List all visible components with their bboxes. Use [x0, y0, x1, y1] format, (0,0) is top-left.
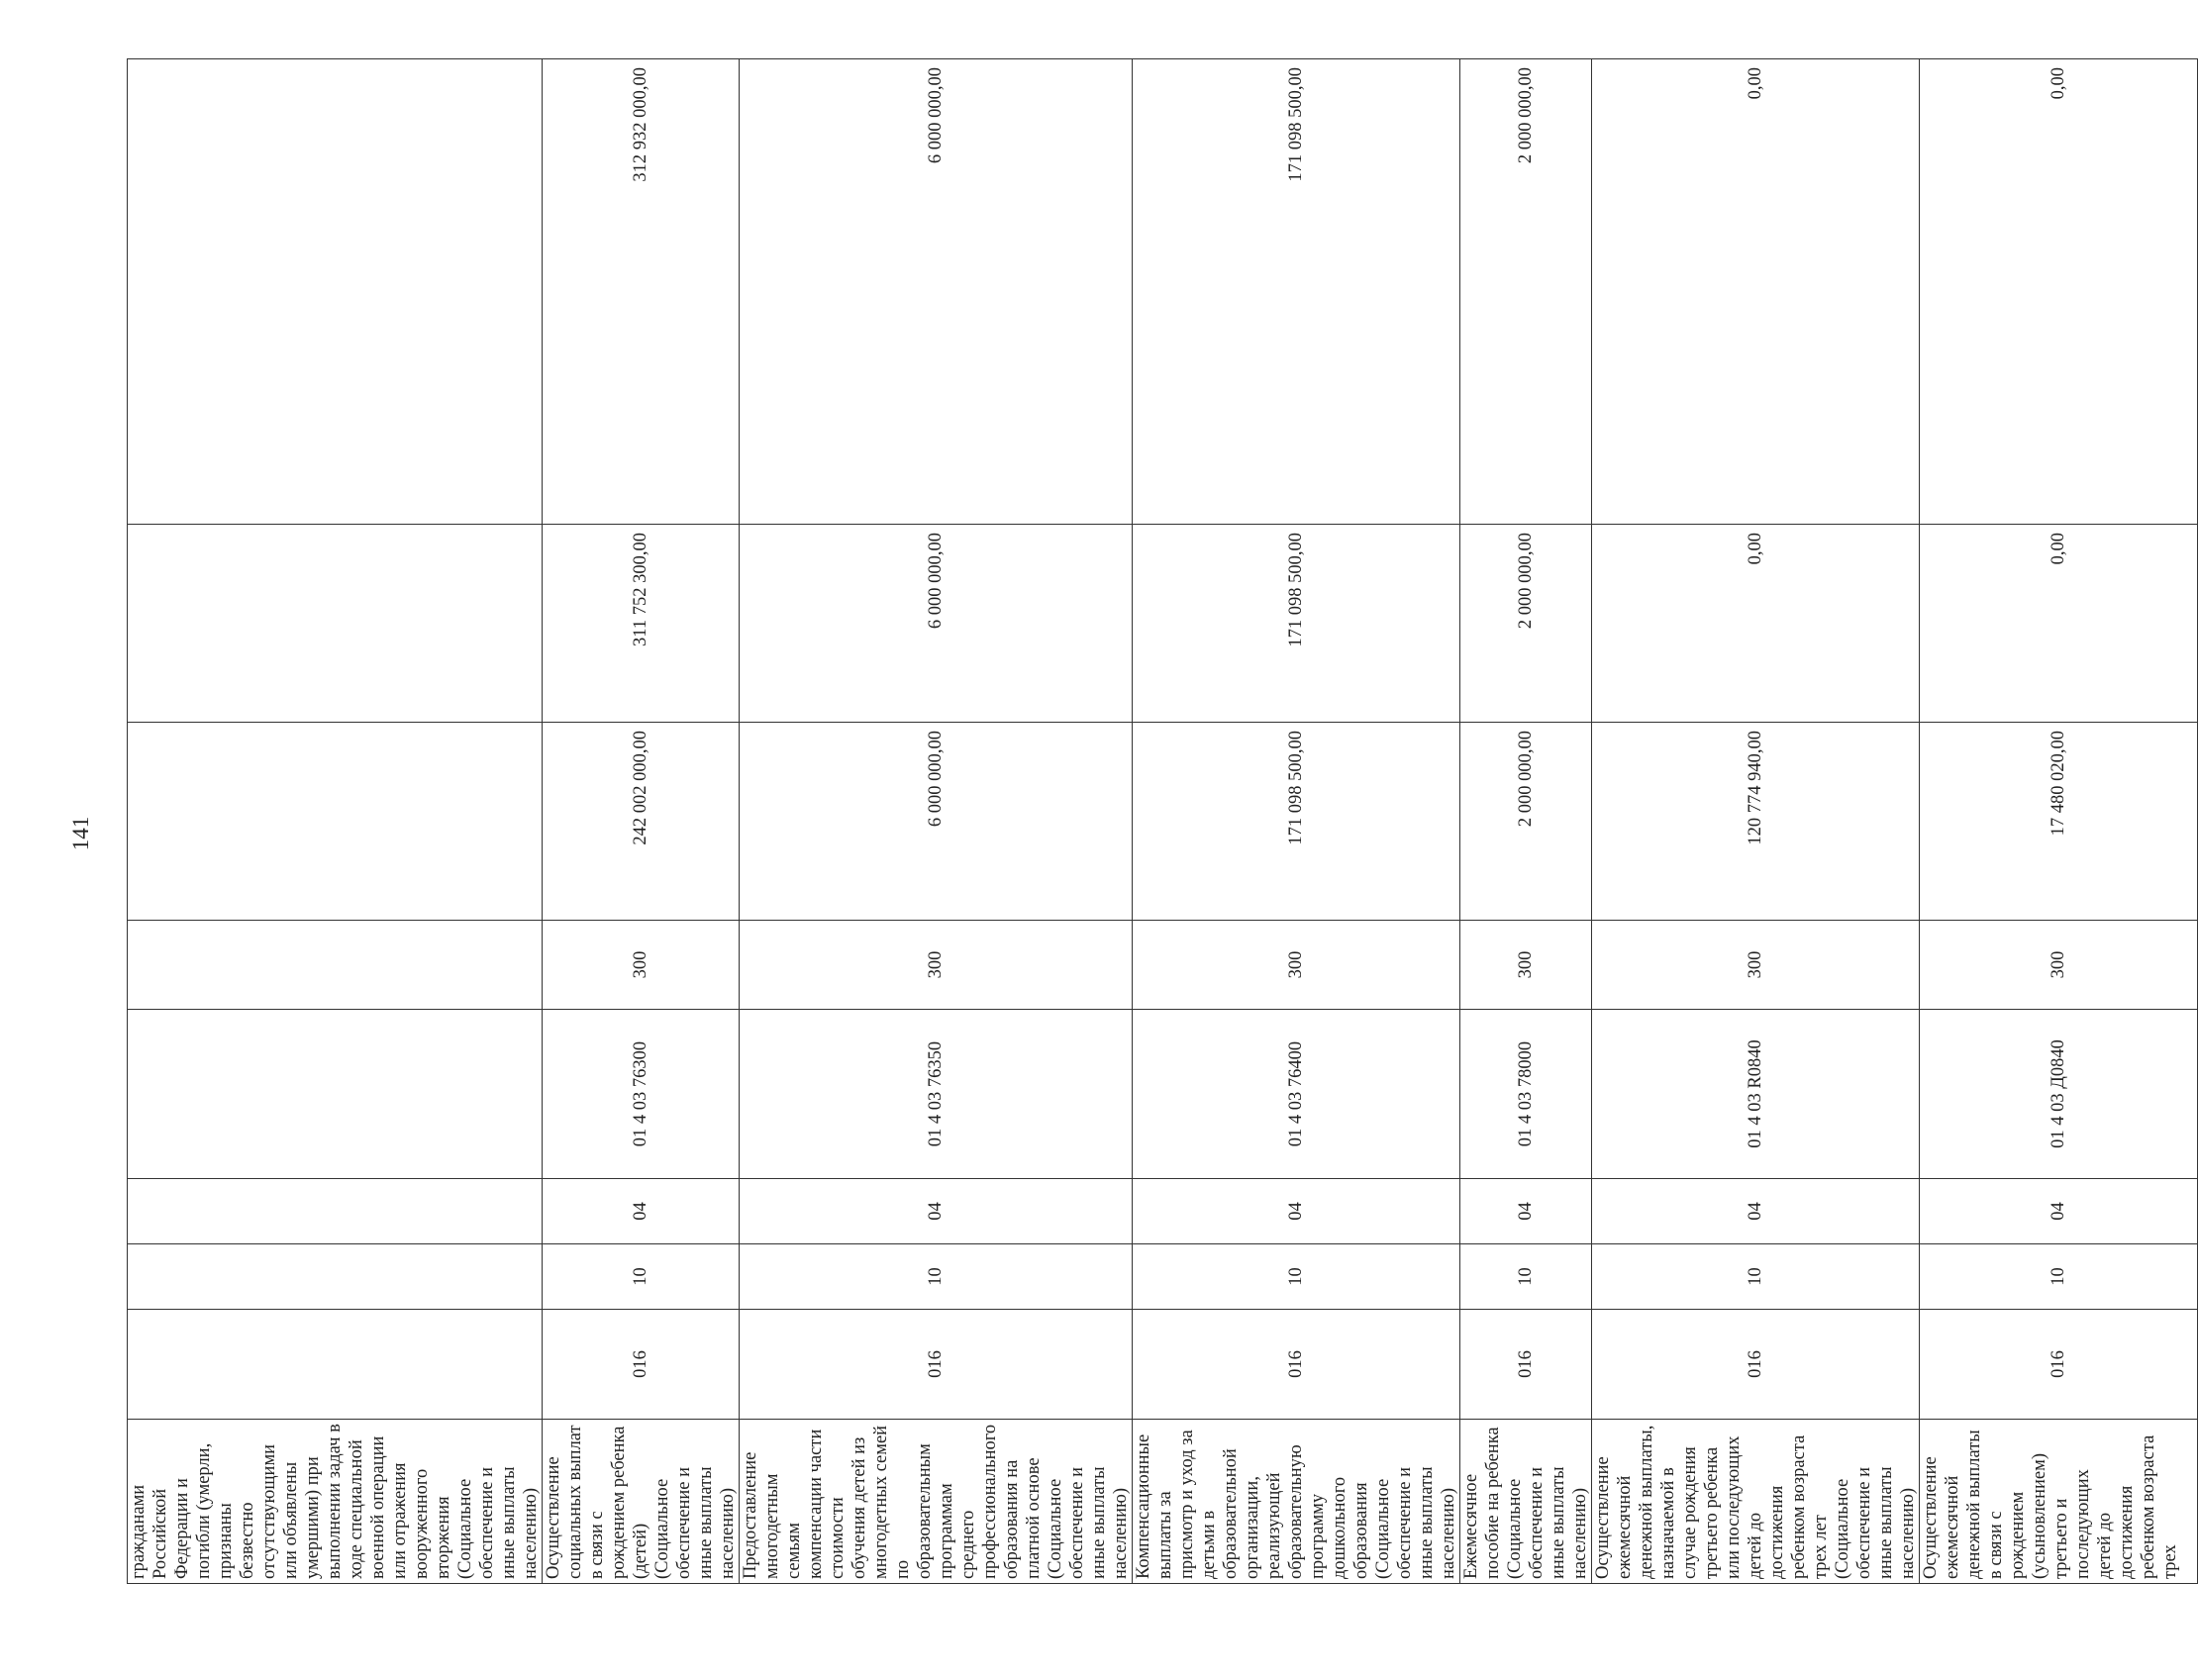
amount-year-2: 0,00 — [1592, 525, 1920, 723]
amount-year-3: 312 932 000,00 — [543, 59, 740, 525]
target-article-code: 01 4 03 76350 — [740, 1010, 1133, 1179]
expense-name: Осуществление социальных выплат в связи с рождением ребенка (детей) (Социальное обеспечение и иные выплаты населению) — [543, 1420, 740, 1584]
expense-name: гражданами Российской Федерации и погибли (умерли, признаны безвестно отсутствующими или объявлены умершими) при выполнении задач в ходе специальной военной операции или отражения вооруженного вторжения (Социальное обеспечение и иные выплаты населению) — [128, 1420, 543, 1584]
section-code: 10 — [740, 1244, 1133, 1310]
expense-name: Осуществление ежемесячной денежной выплаты, назначаемой в случае рождения третьего ребенка или последующих детей до достижения ребенком возраста трех лет (Социальное обеспечение и иные выплаты населению) — [1592, 1420, 1920, 1584]
expense-type-code: 300 — [1460, 921, 1592, 1010]
expense-type-code — [128, 921, 543, 1010]
amount-year-1: 242 002 000,00 — [543, 723, 740, 921]
amount-year-3: 2 000 000,00 — [1460, 59, 1592, 525]
expense-type-code: 300 — [740, 921, 1133, 1010]
amount-year-3: 0,00 — [1592, 59, 1920, 525]
target-article-code: 01 4 03 Д0840 — [1920, 1010, 2198, 1179]
expense-type-code: 300 — [1592, 921, 1920, 1010]
expense-name: Предоставление многодетным семьям компенсации части стоимости обучения детей из многодетных семей по образовательным программам среднего профессионального образования на платной основе (Социальное обеспечение и иные выплаты населению) — [740, 1420, 1133, 1584]
budget-table-rotated — [127, 59, 2180, 1584]
table-row — [1133, 59, 1460, 1584]
amount-year-2: 6 000 000,00 — [740, 525, 1133, 723]
subsection-code: 04 — [543, 1179, 740, 1244]
expense-type-code: 300 — [543, 921, 740, 1010]
subsection-code: 04 — [1460, 1179, 1592, 1244]
amount-year-2: 0,00 — [1920, 525, 2198, 723]
subsection-code: 04 — [1920, 1179, 2198, 1244]
section-code: 10 — [543, 1244, 740, 1310]
amount-year-3: 6 000 000,00 — [740, 59, 1133, 525]
expense-type-code: 300 — [1133, 921, 1460, 1010]
page-number: 141 — [68, 816, 93, 851]
admin-code — [128, 1310, 543, 1420]
target-article-code — [128, 1010, 543, 1179]
subsection-code — [128, 1179, 543, 1244]
table-row — [128, 59, 543, 1584]
amount-year-3: 171 098 500,00 — [1133, 59, 1460, 525]
expense-name: Компенсационные выплаты за присмотр и уход за детьми в образовательной организации, реализующей образовательную программу дошкольного образования (Социальное обеспечение и иные выплаты населению) — [1133, 1420, 1460, 1584]
amount-year-1: 171 098 500,00 — [1133, 723, 1460, 921]
table-row — [1460, 59, 1592, 1584]
amount-year-1: 6 000 000,00 — [740, 723, 1133, 921]
admin-code: 016 — [1133, 1310, 1460, 1420]
budget-table — [127, 58, 2198, 1584]
section-code: 10 — [1592, 1244, 1920, 1310]
target-article-code: 01 4 03 76400 — [1133, 1010, 1460, 1179]
amount-year-3 — [128, 59, 543, 525]
table-row — [1592, 59, 1920, 1584]
subsection-code: 04 — [740, 1179, 1133, 1244]
target-article-code: 01 4 03 76300 — [543, 1010, 740, 1179]
admin-code: 016 — [543, 1310, 740, 1420]
amount-year-3: 0,00 — [1920, 59, 2198, 525]
amount-year-1: 17 480 020,00 — [1920, 723, 2198, 921]
expense-name: Осуществление ежемесячной денежной выплаты в связи с рождением (усыновлением) третьего и последующих детей до достижения ребенком возраста трех — [1920, 1420, 2198, 1584]
section-code — [128, 1244, 543, 1310]
admin-code: 016 — [1592, 1310, 1920, 1420]
amount-year-2: 2 000 000,00 — [1460, 525, 1592, 723]
expense-name: Ежемесячное пособие на ребенка (Социальное обеспечение и иные выплаты населению) — [1460, 1420, 1592, 1584]
target-article-code: 01 4 03 R0840 — [1592, 1010, 1920, 1179]
expense-type-code: 300 — [1920, 921, 2198, 1010]
section-code: 10 — [1133, 1244, 1460, 1310]
table-row — [740, 59, 1133, 1584]
section-code: 10 — [1920, 1244, 2198, 1310]
subsection-code: 04 — [1133, 1179, 1460, 1244]
subsection-code: 04 — [1592, 1179, 1920, 1244]
table-row — [1920, 59, 2198, 1584]
amount-year-1: 120 774 940,00 — [1592, 723, 1920, 921]
amount-year-2: 311 752 300,00 — [543, 525, 740, 723]
admin-code: 016 — [1460, 1310, 1592, 1420]
amount-year-2: 171 098 500,00 — [1133, 525, 1460, 723]
amount-year-2 — [128, 525, 543, 723]
admin-code: 016 — [740, 1310, 1133, 1420]
target-article-code: 01 4 03 78000 — [1460, 1010, 1592, 1179]
amount-year-1: 2 000 000,00 — [1460, 723, 1592, 921]
amount-year-1 — [128, 723, 543, 921]
admin-code: 016 — [1920, 1310, 2198, 1420]
table-row — [543, 59, 740, 1584]
section-code: 10 — [1460, 1244, 1592, 1310]
